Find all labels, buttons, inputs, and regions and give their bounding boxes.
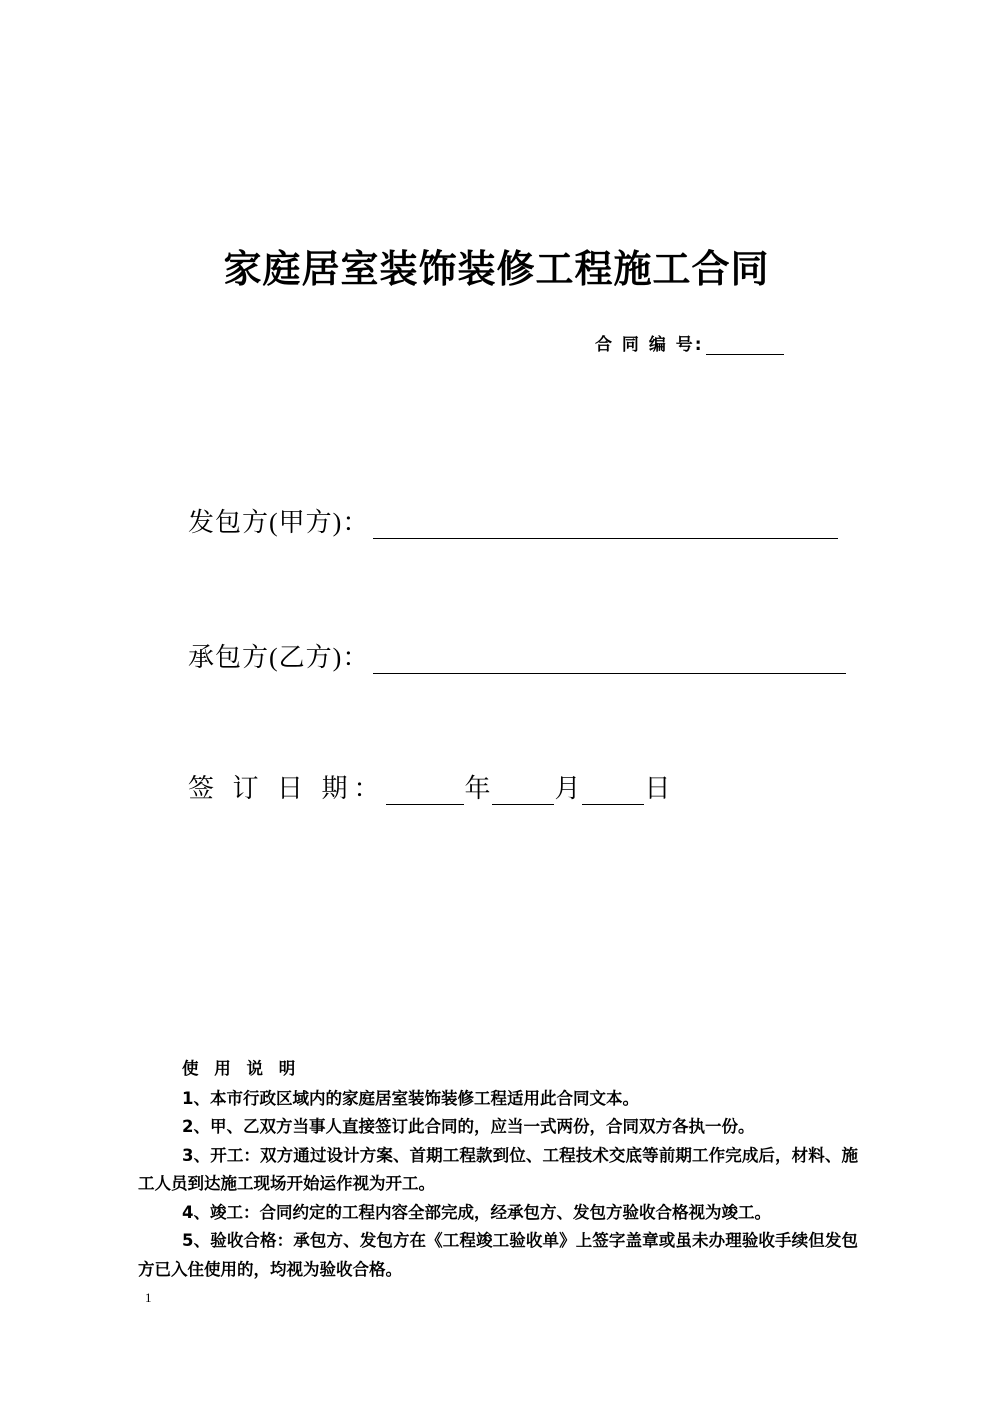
usage-note-item: 5、验收合格：承包方、发包方在《工程竣工验收单》上签字盖章或虽未办理验收手续但发包方已入住使用的，均视为验收合格。 xyxy=(138,1231,858,1279)
contract-number-blank[interactable] xyxy=(706,337,784,355)
sign-date-year-blank[interactable] xyxy=(386,778,464,805)
usage-notes xyxy=(138,1055,858,1284)
sign-date-month-unit: 月 xyxy=(554,774,581,803)
party-a-row xyxy=(188,502,838,539)
sign-date-day-unit: 日 xyxy=(644,774,671,803)
party-a-label: 发包方(甲方)： xyxy=(188,508,370,537)
usage-note-item: 2、甲、乙双方当事人直接签订此合同的，应当一式两份，合同双方各执一份。 xyxy=(182,1117,755,1136)
party-b-blank[interactable] xyxy=(373,647,846,674)
sign-date-day-blank[interactable] xyxy=(582,778,644,805)
contract-number-label: 合 同 编 号: xyxy=(595,335,704,355)
party-a-blank[interactable] xyxy=(373,512,838,539)
usage-note-item: 3、开工：双方通过设计方案、首期工程款到位、工程技术交底等前期工作完成后，材料、施工人员到达施工现场开始运作视为开工。 xyxy=(138,1145,858,1193)
sign-date-month-blank[interactable] xyxy=(492,778,554,805)
page-number: 1 xyxy=(145,1290,152,1305)
usage-note-item: 1、本市行政区域内的家庭居室装饰装修工程适用此合同文本。 xyxy=(182,1088,639,1108)
contract-number-field xyxy=(595,330,784,355)
party-b-label: 承包方(乙方)： xyxy=(188,643,370,672)
party-b-row xyxy=(188,637,846,674)
sign-date-label: 签 订 日 期： xyxy=(188,774,386,803)
sign-date-year-unit: 年 xyxy=(464,774,491,803)
page-title: 家庭居室装饰装修工程施工合同 xyxy=(223,247,770,291)
usage-note-item: 4、竣工：合同约定的工程内容全部完成，经承包方、发包方验收合格视为竣工。 xyxy=(182,1202,771,1222)
sign-date-row xyxy=(188,768,672,805)
usage-notes-heading: 使 用 说 明 xyxy=(182,1059,301,1078)
